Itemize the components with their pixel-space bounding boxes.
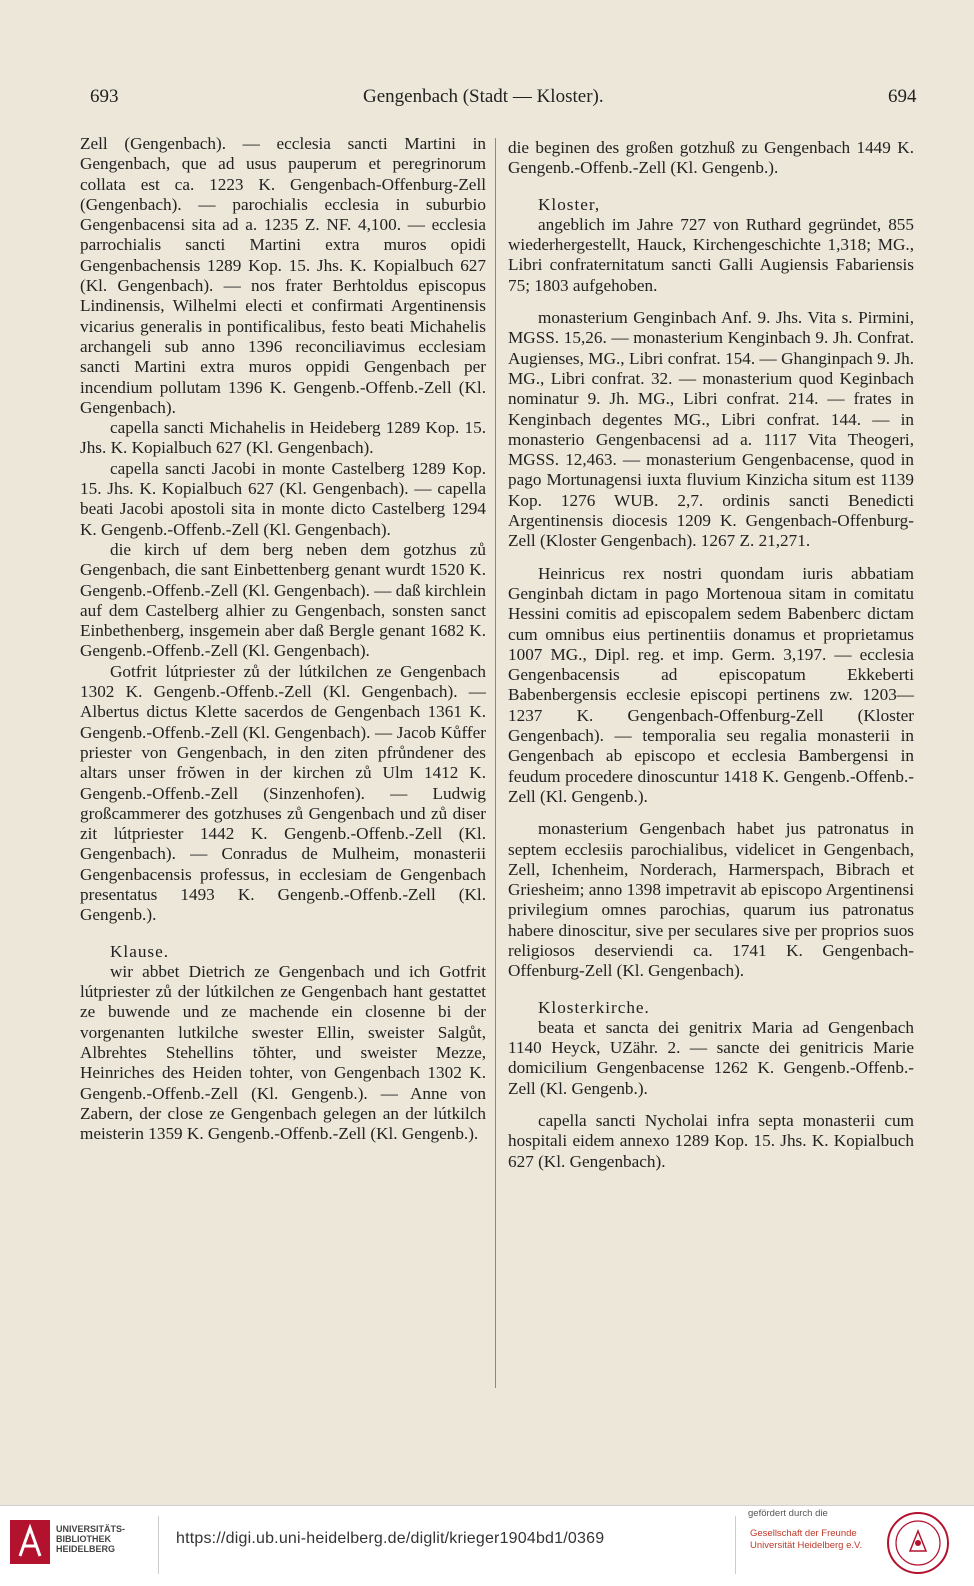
- paragraph-kloster-sources: monasterium Genginbach Anf. 9. Jhs. Vita s. Pirmini, MGSS. 15,26. — monasterium Kenginbach 9. Jh. Confrat. Augienses, MG., Libri confrat. 154. — Ghanginpach 9. Jh. MG., Libri confrat. 32. — monasterium quod Keginbach nominatur 9. Jh. MG., Libri confrat. 214. — frates in Kenginbach degentes MG., Libri confrat. 144. — in monasterio Gengenbacensi ad a. 1117 Vita Theogeri, MGSS. 12,463. — monasterium Gengenbacense, quod in pago Mortunagensi iuxta fluvium Kinzicha situm est 1139 Kop. 1276 WUB. 2,7. ordinis sancti Benedicti Argentinensis diocesis 1209 K. Gengenbach-Offenburg-Zell (Kloster Gengenbach). 1267 Z. 21,271.: [508, 308, 914, 551]
- column-divider: [495, 138, 496, 1388]
- permalink-url[interactable]: https://digi.ub.uni-heidelberg.de/diglit/krieger1904bd1/0369: [176, 1530, 605, 1547]
- library-logo-icon: [10, 1520, 50, 1564]
- footer-bar: [0, 1505, 974, 1586]
- section-heading-kloster: Kloster,: [538, 194, 601, 214]
- university-seal-icon: [886, 1511, 950, 1575]
- section-heading-klosterkirche: Klosterkirche.: [538, 997, 650, 1017]
- left-column: [80, 134, 486, 1145]
- sponsor-name: Gesellschaft der Freunde Universität Heidelberg e.V.: [750, 1528, 863, 1551]
- page-number-left: 693: [90, 86, 119, 107]
- paragraph-klause: wir abbet Dietrich ze Gengenbach und ich Gotfrit lútpriester zů der lútkilchen ze Gengenbach hant gestattet ze buwende und ze machende ein closenne bi der vorgenanten lutkilche swester Ellin, sweister Salgůt, Albrehtes Stehellins tŏhter, und sweister Mezze, Heinriches des Heiden tohter, von Gengenbach 1302 K. Gengenb.-Offenb.-Zell (Kl. Gengenb.). — Anne von Zabern, der close ze Gengenbach gelegen an der lútkilch meisterin 1359 K. Gengenb.-Offenb.-Zell (Kl. Gengenb.).: [80, 961, 486, 1144]
- paragraph-kloster-founding: angeblich im Jahre 727 von Ruthard gegründet, 855 wiederhergestellt, Hauck, Kirchengeschichte 1,318; MG., Libri confraternitatum sancti Galli Augiensis Fabariensis 75; 1803 aufgehoben.: [508, 214, 914, 295]
- page-number-right: 694: [888, 86, 917, 107]
- paragraph-michahel: capella sancti Michahelis in Heideberg 1289 Kop. 15. Jhs. K. Kopialbuch 627 (Kl. Gengenbach).: [80, 418, 486, 458]
- footer-separator-right: [735, 1516, 736, 1574]
- paragraph-einbettenberg: die kirch uf dem berg neben dem gotzhus zů Gengenbach, die sant Einbettenberg genant wurdt 1520 K. Gengenb.-Offenb.-Zell (Kl. Gengenbach). — daß kirchlein auf dem Castelberg alhier zu Gengenbach, sonsten sanct Einbethenberg, insgemein aber daß Bergle genant 1682 K. Gengenb.-Offenb.-Zell (Kl. Gengenbach).: [80, 539, 486, 661]
- running-title: Gengenbach (Stadt — Kloster).: [363, 86, 604, 107]
- paragraph-zell: Zell (Gengenbach). — ecclesia sancti Martini in Gengenbach, que ad usus pauperum et peregrinorum collata est ca. 1223 K. Gengenbach-Offenburg-Zell (Gengenbach). — parochialis ecclesia in suburbio Gengenbacensi sita ad a. 1235 Z. NF. 4,100. — ecclesia parrochialis sancti Martini extra muros opidi Gengenbachensis 1289 Kop. 15. Jhs. K. Kopialbuch 627 (Kl. Gengenbach). — nos frater Berhtoldus episcopus Lindinensis, Wilhelmi electi et confirmati Argentinensis vicarius generalis in pontificalibus, festo beati Michahelis archangeli sub anno 1396 reconciliavimus ecclesiam sancti Martini extra muros oppidi Gengenbach per incendium pollutam 1396 K. Gengenb.-Offenb.-Zell (Kl. Gengenbach).: [80, 134, 486, 417]
- footer-separator: [158, 1516, 159, 1574]
- sponsor-label: gefördert durch die: [748, 1508, 828, 1519]
- paragraph-klosterkirche: beata et sancta dei genitrix Maria ad Gengenbach 1140 Heyck, UZähr. 2. — sancte dei genitricis Marie domicilium Gengenbacense 1262 K. Gengenb.-Offenb.-Zell (Kl. Gengenb.).: [508, 1017, 914, 1098]
- paragraph-beginen: die beginen des großen gotzhuß zu Gengenbach 1449 K. Gengenb.-Offenb.-Zell (Kl. Gengenb.).: [508, 138, 914, 178]
- library-name: UNIVERSITÄTS- BIBLIOTHEK HEIDELBERG: [56, 1524, 126, 1554]
- section-heading-klause: Klause.: [110, 941, 170, 961]
- paragraph-heinricus: Heinricus rex nostri quondam iuris abbatiam Genginbah dictam in pago Mortenoua sitam in comitatu Hessini comitis ad episcopalem sedem Babenberc dictam cum omnibus eius pertinentiis donamus et proprietamus 1007 MG., Dipl. reg. et imp. Germ. 3,197. — ecclesia Gengenbacensis ad episcopatum Ekkeberti Babenbergensis ecclesie episcopi pertinens zw. 1203—1237 K. Gengenbach-Offenburg-Zell (Kloster Gengenbach). — temporalia seu regalia monasterii in Gengenbach ab episcopo et ecclesia Bambergensi in feudum procedere dinoscuntur 1418 K. Gengenb.-Offenb.-Zell (Kl. Gengenb.).: [508, 563, 914, 806]
- paragraph-patronatus: monasterium Gengenbach habet jus patronatus in septem ecclesiis parochialibus, videlicet in Gengenbach, Zell, Ichenheim, Norderach, Harmerspach, Bibrach et Griesheim; anno 1398 impetravit ab episcopo Argentinensi privilegium omnes parochias, quarum ius patronatus habere dinoscitur, sive per seculares sive per proprios suos religiosos deserviendi ca. 1741 K. Gengenbach-Offenburg-Zell (Kl. Gengenbach).: [508, 819, 914, 981]
- right-column: [508, 138, 914, 1172]
- paragraph-priests: Gotfrit lútpriester zů der lútkilchen ze Gengenbach 1302 K. Gengenb.-Offenb.-Zell (Kl. Gengenbach). — Albertus dictus Klette sacerdos de Gengenbach 1361 K. Gengenb.-Offenb.-Zell (Kl. Gengenbach). — Jacob Kůffer priester von Gengenbach, in den ziten pfrůndener des altars unser frŏwen in der kirchen zů Ulm 1412 K. Gengenb.-Offenb.-Zell (Sinzenhofen). — Ludwig großcammerer des gotzhuses zů Gengenbach und zů diser zit lútpriester 1442 K. Gengenb.-Offenb.-Zell (Kl. Gengenbach). — Conradus de Mulheim, monasterii Gengenbacensis professus, in ecclesiam de Gengenbach presentatus 1493 K. Gengenb.-Offenb.-Zell (Kl. Gengenb.).: [80, 661, 486, 925]
- paragraph-jacobi: capella sancti Jacobi in monte Castelberg 1289 Kop. 15. Jhs. K. Kopialbuch 627 (Kl. Gengenbach). — capella beati Jacobi apostoli sita in monte dicto Castelberg 1294 K. Gengenb.-Offenb.-Zell (Kl. Gengenbach).: [80, 458, 486, 539]
- paragraph-nycholai: capella sancti Nycholai infra septa monasterii cum hospitali eidem annexo 1289 Kop. 15. Jhs. K. Kopialbuch 627 (Kl. Gengenbach).: [508, 1111, 914, 1171]
